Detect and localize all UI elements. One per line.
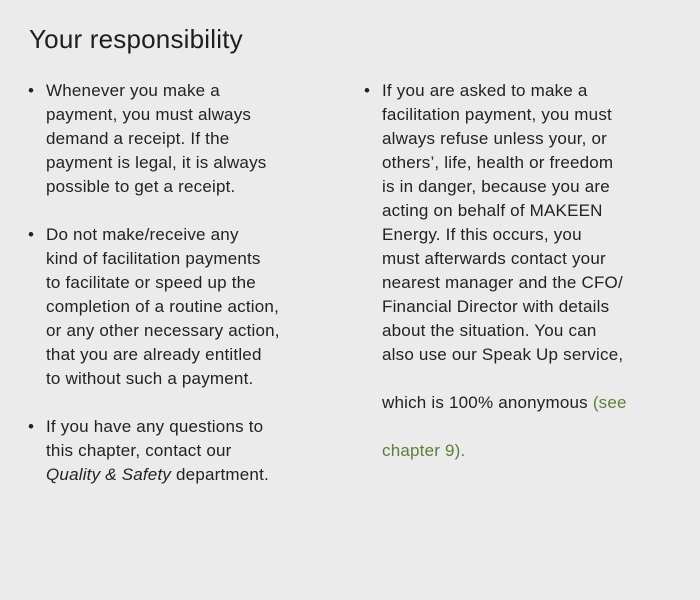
text-line: Whenever you make a — [46, 81, 220, 100]
text-line: Do not make/receive any — [46, 225, 239, 244]
bullet-icon: • — [364, 81, 371, 100]
text-line: completion of a routine action, — [46, 297, 280, 316]
text-line: nearest manager and the CFO/ — [382, 273, 623, 292]
bullet-item-receipt — [28, 79, 338, 199]
text-line: Financial Director with details — [382, 297, 610, 316]
page-title: Your responsibility — [29, 24, 243, 54]
text-line: or any other necessary action, — [46, 321, 280, 340]
text-line: others’, life, health or freedom — [382, 153, 614, 172]
bullet-item-facilitation — [28, 223, 338, 391]
text-line: If you are asked to make a — [382, 81, 588, 100]
chapter-link[interactable]: chapter 9). — [382, 441, 466, 460]
text-line: kind of facilitation payments — [46, 249, 261, 268]
text-line: acting on behalf of MAKEEN — [382, 201, 603, 220]
text-line: demand a receipt. If the — [46, 129, 230, 148]
text-line — [46, 463, 338, 487]
bullet-icon: • — [28, 225, 35, 244]
text-fragment: which is 100% anonymous — [382, 393, 593, 412]
bullet-item-questions — [28, 415, 338, 487]
text-line: payment is legal, it is always — [46, 153, 267, 172]
department-name: Quality & Safety — [46, 465, 172, 484]
line-gap — [382, 367, 684, 391]
right-column — [364, 79, 684, 487]
chapter-link[interactable]: (see — [592, 393, 627, 412]
line-gap — [382, 415, 684, 439]
text-line: also use our Speak Up service, — [382, 345, 624, 364]
text-line: about the situation. You can — [382, 321, 597, 340]
text-line: If you have any questions to — [46, 417, 264, 436]
text-line: is in danger, because you are — [382, 177, 610, 196]
text-line: possible to get a receipt. — [46, 177, 236, 196]
text-line: to facilitate or speed up the — [46, 273, 256, 292]
text-line: Energy. If this occurs, you — [382, 225, 582, 244]
text-line: facilitation payment, you must — [382, 105, 612, 124]
text-line — [382, 391, 684, 415]
bullet-icon: • — [28, 417, 35, 436]
text-line: to without such a payment. — [46, 369, 254, 388]
text-line: always refuse unless your, or — [382, 129, 608, 148]
bullet-item-refuse — [364, 79, 684, 463]
bullet-icon: • — [28, 81, 35, 100]
text-line: that you are already entitled — [46, 345, 262, 364]
text-line: this chapter, contact our — [46, 441, 232, 460]
text-line: must afterwards contact your — [382, 249, 606, 268]
text-line: payment, you must always — [46, 105, 252, 124]
left-column — [28, 79, 338, 511]
text-fragment: department. — [171, 465, 269, 484]
